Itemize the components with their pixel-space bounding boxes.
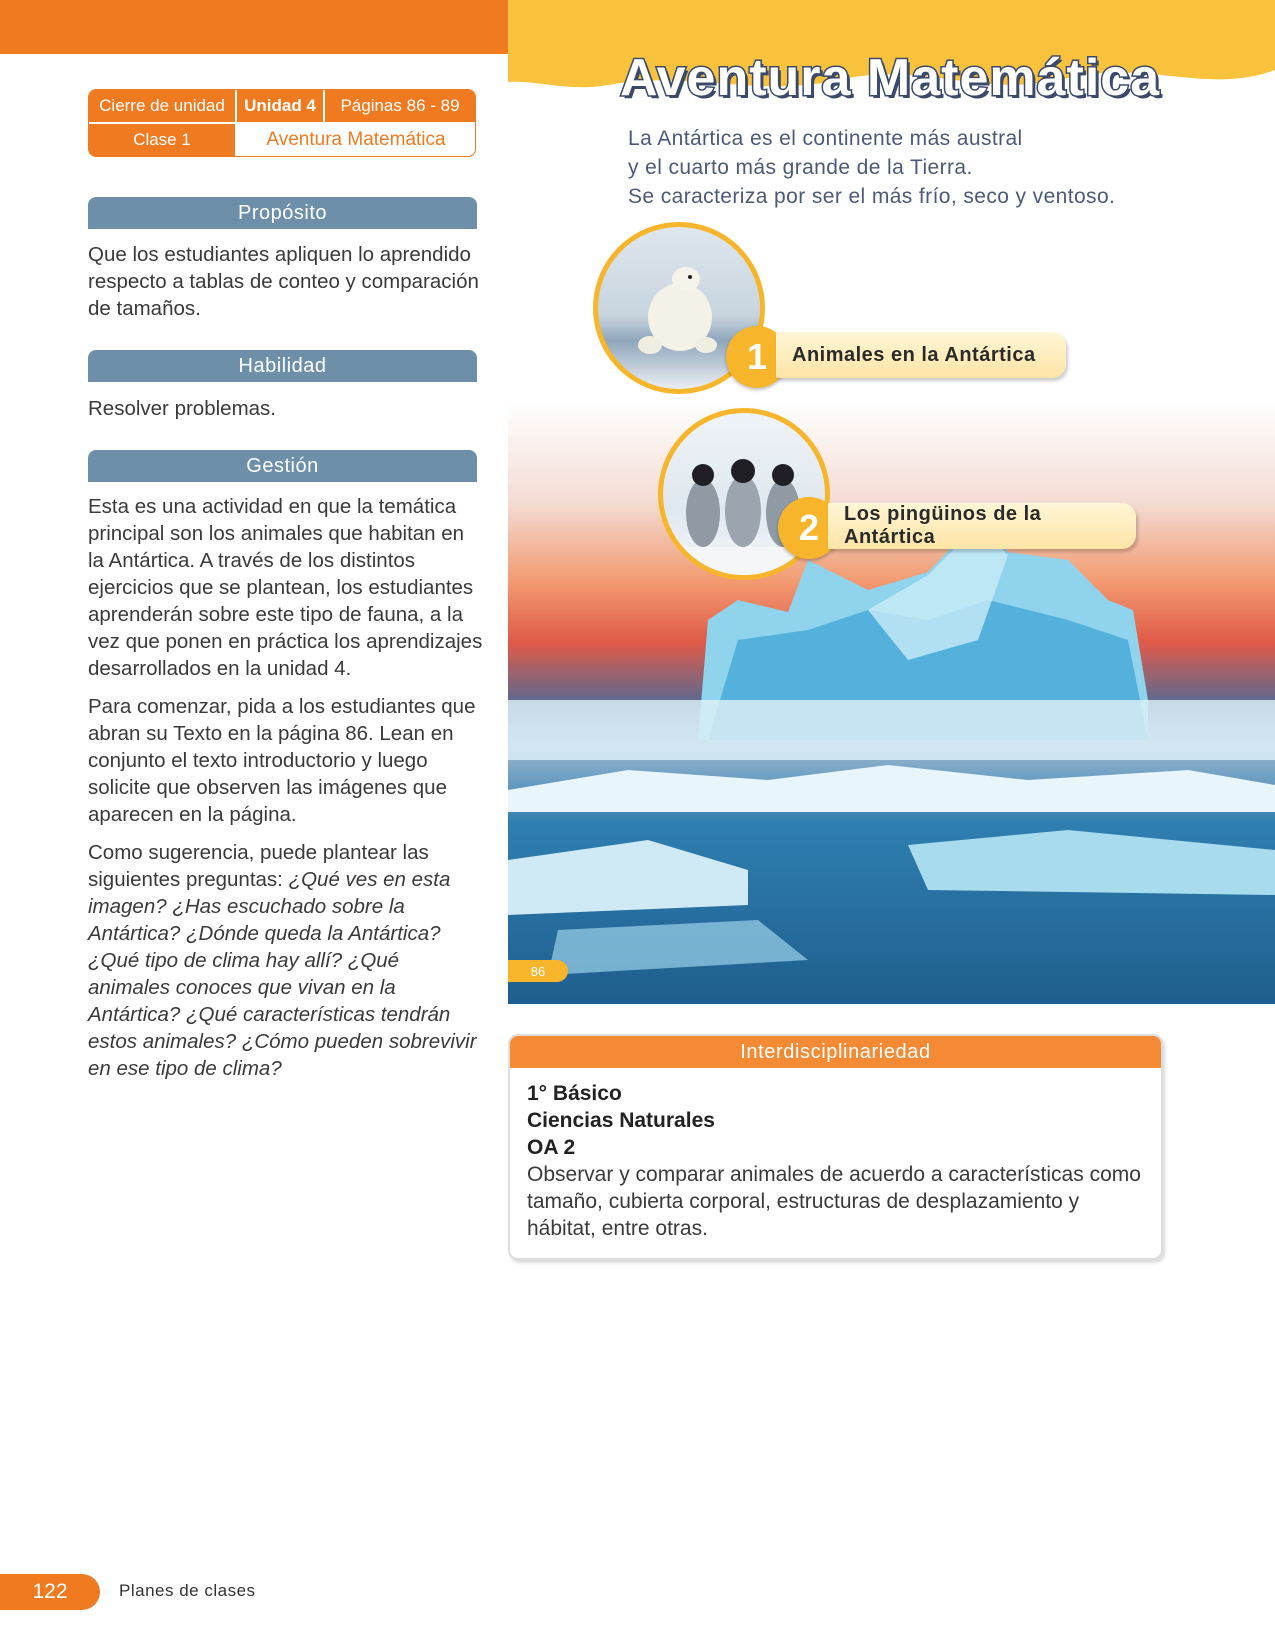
actividad-label: Aventura Matemática — [266, 129, 446, 150]
paginas-label: Páginas 86 - 89 — [325, 90, 475, 122]
inter-subject: Ciencias Naturales — [527, 1109, 715, 1132]
student-page-number: 86 — [508, 960, 568, 982]
cierre-label: Cierre de unidad — [89, 90, 235, 122]
footer-label: Planes de clases — [119, 1581, 256, 1600]
proposito-heading: Propósito — [88, 197, 477, 229]
student-page-title: Aventura Matemática — [620, 49, 1161, 107]
habilidad-heading: Habilidad — [88, 350, 477, 382]
gestion-questions: ¿Qué ves en esta imagen? ¿Has escuchado sobre la Antártica? ¿Dónde queda la Antártica? ¿Qué tipo de clima hay allí? ¿Qué animales conoces que vivan en la Antártica? ¿Qué características tendrán estos animales? ¿Cómo pueden sobrevivir en ese tipo de clima? — [88, 868, 477, 1080]
clase-label: Clase 1 — [89, 124, 235, 156]
habilidad-text: Resolver problemas. — [88, 397, 276, 420]
gestion-paragraph-1: Esta es una actividad en que la temática principal son los animales que habitan en la Antártica. A través de los distintos ejercicios que se plantean, los estudiantes aprenderán sobre este tipo de fauna, a la vez que ponen en práctica los aprendizajes desarrollados en la unidad 4. — [88, 495, 483, 680]
gestion-paragraph-3: Como sugerencia, puede plantear las siguientes preguntas: ¿Qué ves en esta imagen? ¿Has escuchado sobre la Antártica? ¿Dónde queda la Antártica? ¿Qué tipo de clima hay allí? ¿Qué animales conoces que vivan en la Antártica? ¿Qué características tendrán estos animales? ¿Cómo pueden sobrevivir en ese tipo de clima? — [88, 841, 477, 1080]
top-orange-bar — [0, 0, 508, 54]
proposito-text: Que los estudiantes apliquen lo aprendido respecto a tablas de conteo y comparación de tamaños. — [88, 243, 479, 320]
interdisciplinariedad-box — [508, 1034, 1163, 1260]
item-2-label: Los pingüinos de la Antártica — [828, 503, 1136, 549]
unit-header-table — [88, 89, 476, 157]
gestion-text — [88, 493, 484, 1093]
item-1-number-badge: 1 — [726, 326, 788, 388]
inter-oa: OA 2 — [527, 1136, 576, 1159]
unidad-label: Unidad 4 — [237, 90, 323, 122]
interdisciplinariedad-heading: Interdisciplinariedad — [510, 1036, 1161, 1068]
gestion-paragraph-2: Para comenzar, pida a los estudiantes que abran su Texto en la página 86. Lean en conjunto el texto introductorio y luego solicite que observen las imágenes que aparecen en la página. — [88, 695, 476, 826]
inter-level: 1° Básico — [527, 1082, 622, 1105]
page-number: 122 — [0, 1574, 100, 1610]
inter-text: Observar y comparar animales de acuerdo a características como tamaño, cubierta corporal, estructuras de desplazamiento y hábitat, entre otras. — [527, 1163, 1141, 1240]
gestion-heading: Gestión — [88, 450, 477, 482]
item-1-label: Animales en la Antártica — [776, 332, 1066, 378]
item-2-number-badge: 2 — [778, 497, 840, 559]
interdisciplinariedad-content — [527, 1080, 1147, 1242]
student-page-intro: La Antártica es el continente más austral y el cuarto más grande de la Tierra. Se caracteriza por ser el más frío, seco y ventoso. — [628, 127, 1116, 208]
